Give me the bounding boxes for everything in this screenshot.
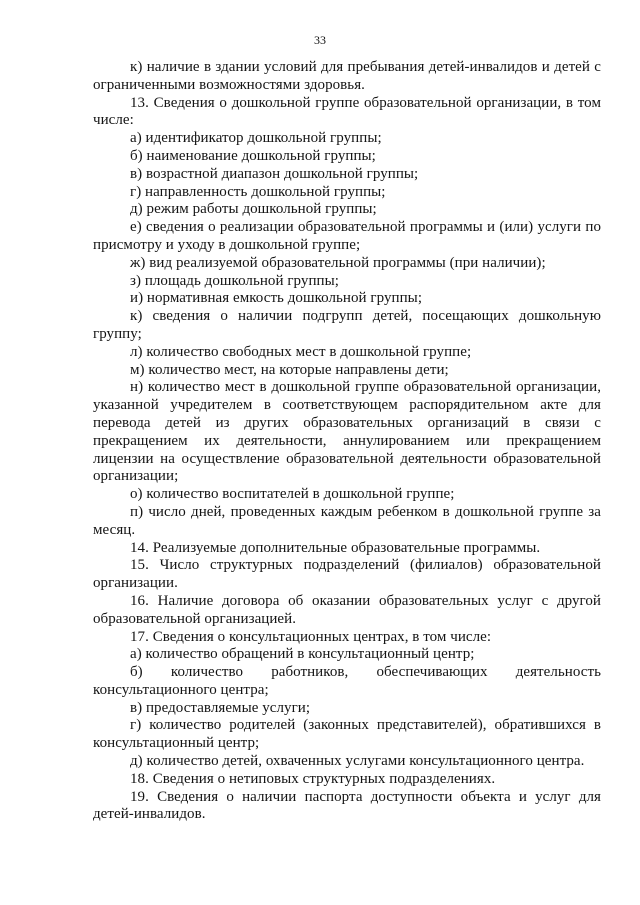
paragraph-14-additional-programs: 14. Реализуемые дополнительные образовательные программы.	[130, 539, 541, 556]
paragraph-k-accessibility: к) наличие в здании условий для пребывания детей-инвалидов и детей с ограниченными возможностями здоровья.	[93, 59, 601, 93]
list-item-a-requests: а) количество обращений в консультационный центр;	[130, 646, 475, 663]
list-item-z-area: з) площадь дошкольной группы;	[130, 272, 339, 289]
list-item-m-assigned-places: м) количество мест, на которые направлены дети;	[130, 361, 449, 378]
list-item-g-parents: г) количество родителей (законных представителей), обратившихся в консультационный центр;	[93, 717, 601, 752]
list-item-l-free-places: л) количество свободных мест в дошкольной группе;	[130, 343, 472, 360]
list-item-a-group-id: а) идентификатор дошкольной группы;	[130, 130, 382, 147]
list-item-p-attendance-days: п) число дней, проведенных каждым ребенком в дошкольной группе за месяц.	[93, 503, 601, 538]
list-item-d-schedule: д) режим работы дошкольной группы;	[130, 201, 377, 218]
list-item-k-subgroups: к) сведения о наличии подгрупп детей, посещающих дошкольную группу;	[93, 308, 601, 342]
list-item-e-program-info: е) сведения о реализации образовательной программы и (или) услуги по присмотру и уходу в дошкольной группе;	[93, 219, 601, 253]
paragraph-19-accessibility-passport: 19. Сведения о наличии паспорта доступности объекта и услуг для детей-инвалидов.	[93, 788, 601, 823]
list-item-n-transfer-places: н) количество мест в дошкольной группе образовательной организации, указанной учредителем в соответствующем распорядительном акте для перевода детей из других образовательных организаций в связи с прекращением их деятельности, аннулированием или прекращением лицензии на осуществление образовательной деятельности образовательной организации;	[93, 379, 601, 485]
list-item-g-focus: г) направленность дошкольной группы;	[130, 183, 386, 200]
paragraph-16-contract: 16. Наличие договора об оказании образовательных услуг с другой образовательной организацией.	[93, 592, 601, 627]
paragraph-15-branches: 15. Число структурных подразделений (филиалов) образовательной организации.	[93, 557, 601, 592]
document-body	[93, 59, 601, 824]
list-item-d-children: д) количество детей, охваченных услугами консультационного центра.	[130, 753, 585, 770]
list-item-zh-program-type: ж) вид реализуемой образовательной программы (при наличии);	[130, 254, 546, 271]
list-item-v-age-range: в) возрастной диапазон дошкольной группы;	[130, 165, 419, 182]
page-number: 33	[314, 33, 326, 47]
list-item-v-services: в) предоставляемые услуги;	[130, 699, 311, 716]
list-item-i-capacity: и) нормативная емкость дошкольной группы;	[130, 290, 423, 307]
list-item-b-group-name: б) наименование дошкольной группы;	[130, 147, 376, 164]
paragraph-17-consulting-centers: 17. Сведения о консультационных центрах, в том числе:	[130, 628, 492, 645]
list-item-b-staff: б) количество работников, обеспечивающих деятельность консультационного центра;	[93, 664, 601, 698]
list-item-o-teachers: о) количество воспитателей в дошкольной группе;	[130, 486, 455, 503]
paragraph-18-nonstandard-units: 18. Сведения о нетиповых структурных подразделениях.	[130, 770, 496, 787]
paragraph-13-preschool-group: 13. Сведения о дошкольной группе образовательной организации, в том числе:	[93, 94, 601, 129]
